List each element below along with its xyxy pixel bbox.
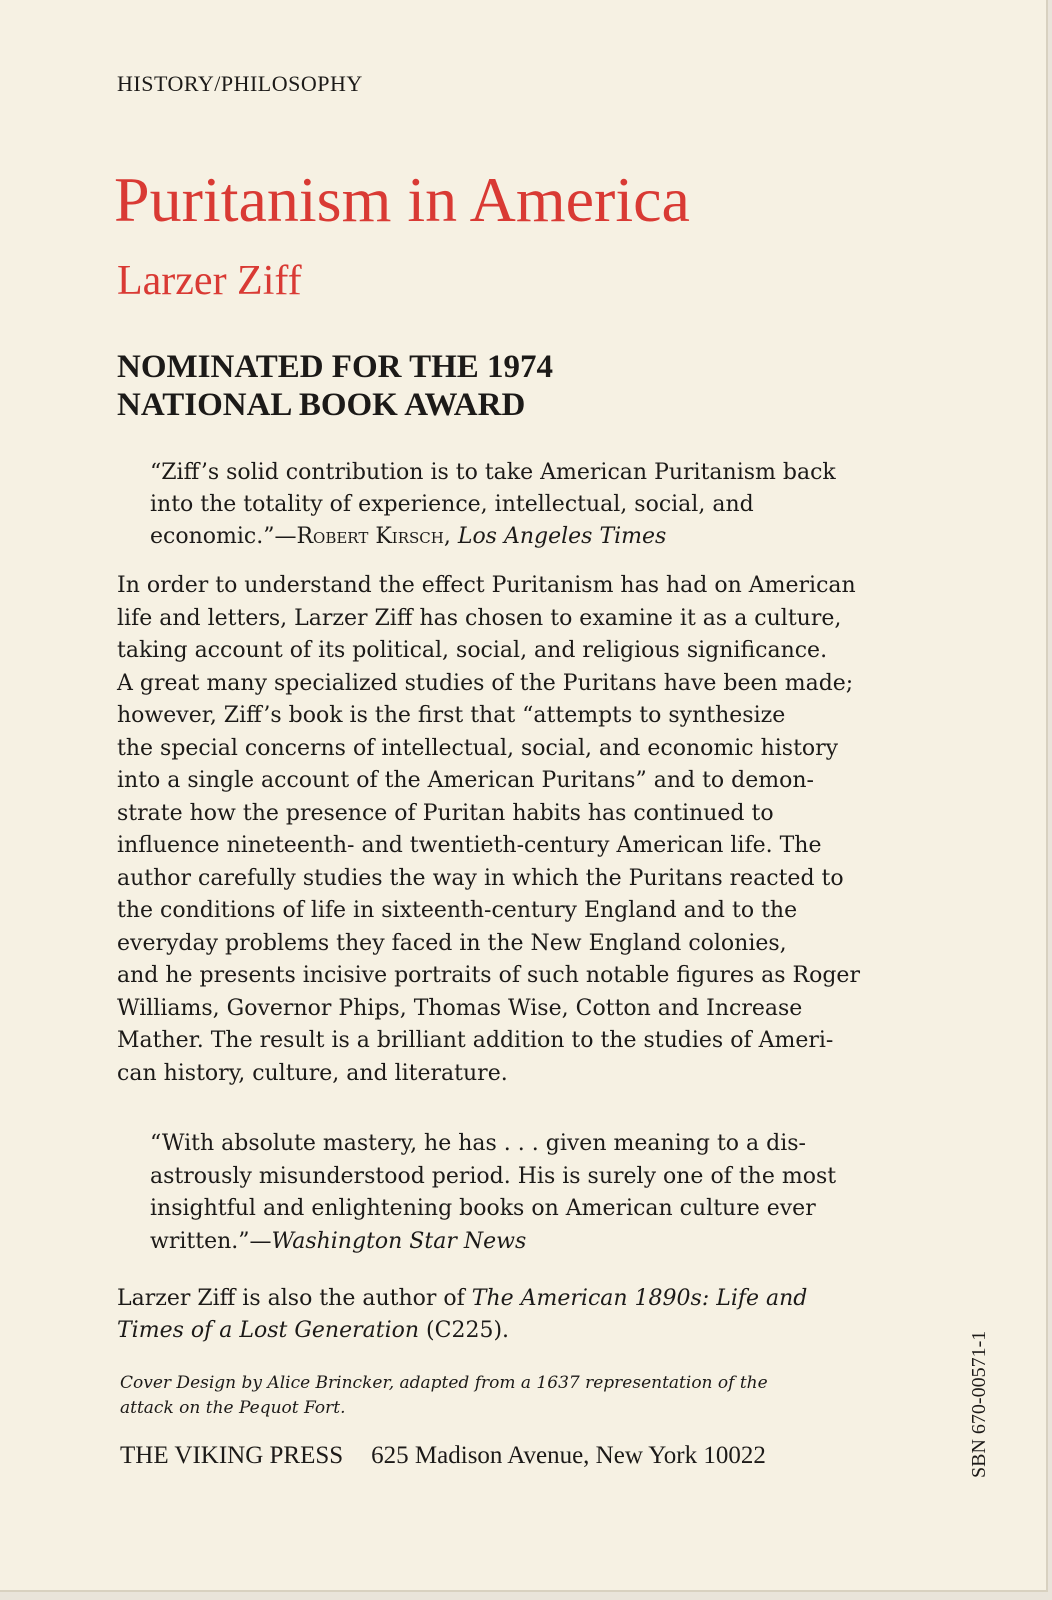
other-book-code: (C225). <box>419 1318 510 1343</box>
also-by-prefix: Larzer Ziff is also the author of <box>117 1286 472 1311</box>
description-line: influence nineteenth- and twentieth-century American life. The <box>117 833 822 858</box>
award-line: NOMINATED FOR THE 1974 <box>117 349 554 385</box>
quote-attribution-name: Robert Kirsch <box>296 524 444 549</box>
book-author: Larzer Ziff <box>117 258 302 304</box>
credit-line: Cover Design by Alice Brincker, adapted from a 1637 representation of the <box>120 1373 768 1393</box>
description-line: author carefully studies the way in which the Puritans reacted to <box>117 865 844 891</box>
category-label: HISTORY/PHILOSOPHY <box>117 71 363 96</box>
review-quote-1 <box>150 457 920 553</box>
description-line: taking account of its political, social, and religious significance. <box>117 638 828 663</box>
description-line: strate how the presence of Puritan habits has continued to <box>117 800 774 826</box>
sbn-number: SBN 670-00571-1 <box>968 1330 990 1478</box>
description-line: can history, culture, and literature. <box>117 1060 508 1086</box>
publisher-name: THE VIKING PRESS <box>120 1442 344 1469</box>
description-line: everyday problems they faced in the New England colonies, <box>117 930 787 956</box>
description-line: however, Ziff’s book is the first that “attempts to synthesize <box>117 703 786 728</box>
description-line: and he presents incisive portraits of such notable figures as Roger <box>117 963 860 988</box>
book-title: Puritanism in America <box>114 164 690 235</box>
description-line: the special concerns of intellectual, social, and economic history <box>117 735 839 761</box>
quote-line: “With absolute mastery, he has . . . given meaning to a dis- <box>150 1131 806 1156</box>
description-line: In order to understand the effect Puritanism has had on American <box>117 573 856 598</box>
publisher-info <box>120 1442 766 1470</box>
other-book-title: Times of a Lost Generation <box>117 1318 420 1343</box>
description-line: the conditions of life in sixteenth-century England and to the <box>117 898 798 923</box>
other-book-title: The American 1890s: Life and <box>471 1286 808 1311</box>
description-line: life and letters, Larzer Ziff has chosen to examine it as a culture, <box>117 605 842 631</box>
also-by-line <box>117 1283 917 1315</box>
quote-line <box>150 521 920 553</box>
description <box>117 570 937 1090</box>
cover-design-credit <box>120 1371 940 1421</box>
quote-line: “Ziff’s solid contribution is to take American Puritanism back <box>150 460 836 485</box>
quote-attribution-source: Washington Star News <box>271 1228 527 1254</box>
publisher-address: 625 Madison Avenue, New York 10022 <box>371 1442 766 1469</box>
quote-text: economic.”— <box>150 524 297 549</box>
quote-attribution-source: Los Angeles Times <box>457 524 667 549</box>
quote-line: into the totality of experience, intellectual, social, and <box>150 492 754 517</box>
also-by-line <box>117 1315 917 1347</box>
credit-line: attack on the Pequot Fort. <box>120 1398 346 1418</box>
quote-line: insightful and enlightening books on American culture ever <box>150 1196 816 1221</box>
review-quote-2 <box>150 1128 920 1258</box>
award-heading <box>117 348 553 424</box>
quote-line <box>150 1226 920 1259</box>
quote-line: astrously misunderstood period. His is surely one of the most <box>150 1163 837 1189</box>
also-by-author <box>117 1283 917 1347</box>
quote-attribution-separator: , <box>443 524 458 549</box>
description-line: into a single account of the American Puritans” and to demon- <box>117 768 814 793</box>
description-line: Mather. The result is a brilliant addition to the studies of Ameri- <box>117 1028 834 1053</box>
quote-text: written.”— <box>150 1228 272 1254</box>
description-line: Williams, Governor Phips, Thomas Wise, Cotton and Increase <box>117 995 803 1021</box>
description-line: A great many specialized studies of the Puritans have been made; <box>117 670 854 696</box>
award-line: NATIONAL BOOK AWARD <box>117 387 526 423</box>
